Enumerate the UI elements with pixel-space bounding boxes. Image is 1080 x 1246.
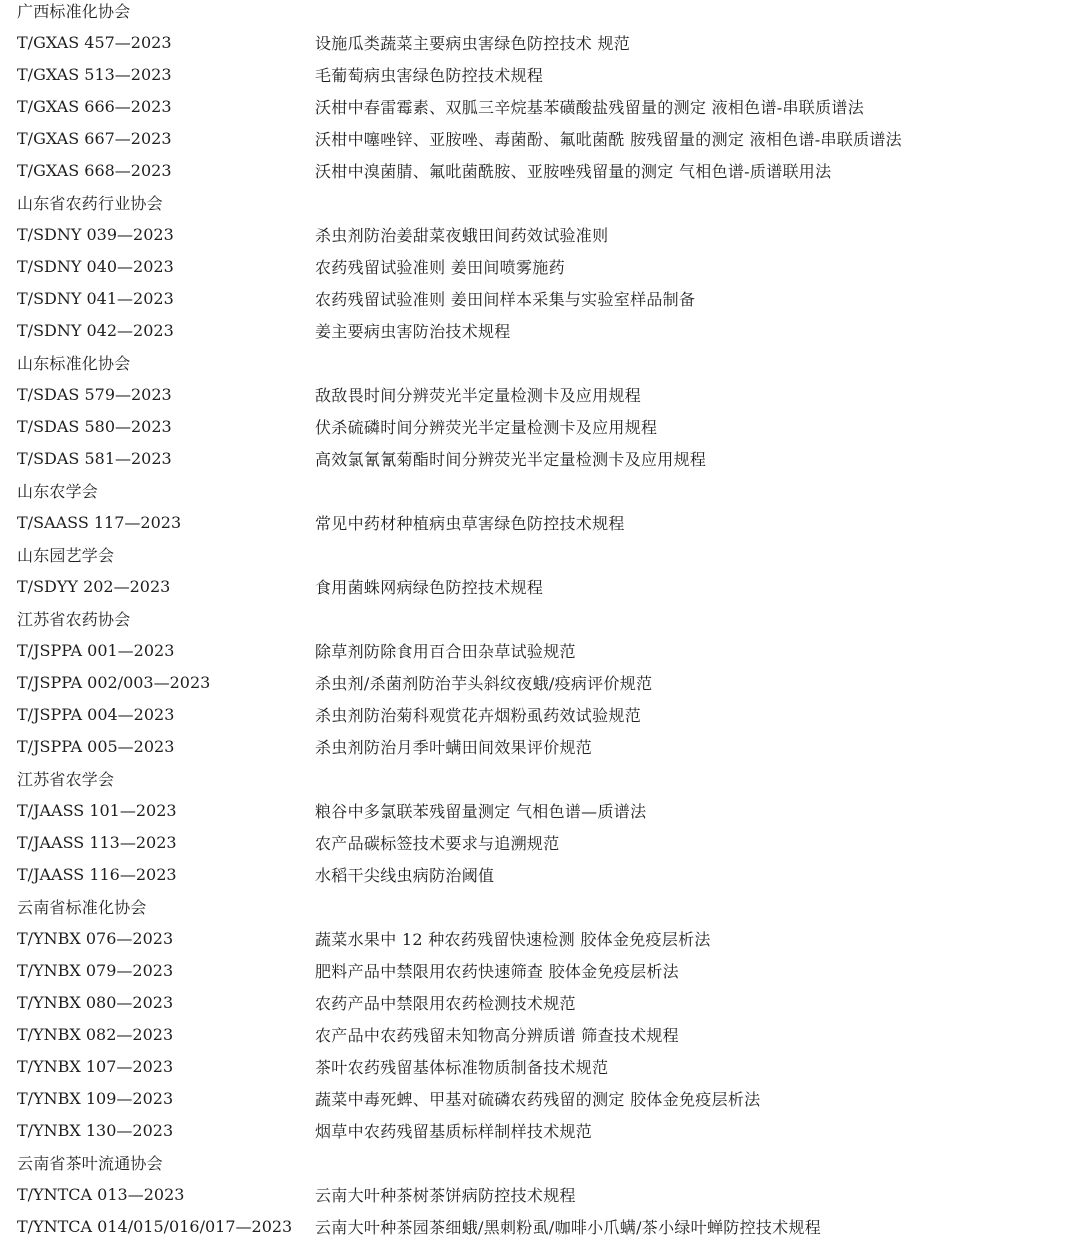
standard-row [17, 1018, 1067, 1050]
standard-row [17, 282, 1067, 314]
standard-row [17, 378, 1067, 410]
standard-code: T/GXAS 513—2023 [17, 64, 172, 84]
standard-code: T/JSPPA 005—2023 [17, 736, 175, 756]
standards-list [17, 0, 1067, 1242]
standard-row [17, 58, 1067, 90]
standard-title: 敌敌畏时间分辨荧光半定量检测卡及应用规程 [315, 385, 642, 405]
standard-row [17, 986, 1067, 1018]
association-heading: 山东标准化协会 [17, 353, 131, 373]
standard-row [17, 1178, 1067, 1210]
standard-row [17, 634, 1067, 666]
standard-row [17, 90, 1067, 122]
association-heading: 云南省茶叶流通协会 [17, 1153, 163, 1173]
standard-code: T/SDNY 039—2023 [17, 224, 174, 244]
standard-code: T/YNBX 130—2023 [17, 1120, 174, 1140]
association-heading: 江苏省农学会 [17, 769, 115, 789]
standard-code: T/SDAS 580—2023 [17, 416, 172, 436]
association-heading: 山东园艺学会 [17, 545, 115, 565]
standard-row [17, 1050, 1067, 1082]
standard-title: 杀虫剂/杀菌剂防治芋头斜纹夜蛾/疫病评价规范 [315, 673, 653, 693]
association-heading: 山东农学会 [17, 481, 99, 501]
standard-row [17, 250, 1067, 282]
standard-row [17, 698, 1067, 730]
standard-code: T/YNBX 107—2023 [17, 1056, 174, 1076]
standard-row [17, 570, 1067, 602]
standard-title: 杀虫剂防治月季叶螨田间效果评价规范 [315, 737, 593, 757]
standard-title: 沃柑中春雷霉素、双胍三辛烷基苯磺酸盐残留量的测定 液相色谱-串联质谱法 [315, 97, 864, 117]
standard-title: 高效氯氰氰菊酯时间分辨荧光半定量检测卡及应用规程 [315, 449, 707, 469]
standard-row [17, 410, 1067, 442]
standard-code: T/JAASS 113—2023 [17, 832, 177, 852]
standard-title: 杀虫剂防治菊科观赏花卉烟粉虱药效试验规范 [315, 705, 642, 725]
standard-code: T/GXAS 667—2023 [17, 128, 172, 148]
standard-code: T/SDAS 581—2023 [17, 448, 172, 468]
standard-code: T/GXAS 457—2023 [17, 32, 172, 52]
standard-row [17, 506, 1067, 538]
standard-title: 沃柑中噻唑锌、亚胺唑、毒菌酚、氟吡菌酰 胺残留量的测定 液相色谱-串联质谱法 [315, 129, 902, 149]
standard-row [17, 826, 1067, 858]
standard-row [17, 154, 1067, 186]
standard-title: 蔬菜水果中 12 种农药残留快速检测 胶体金免疫层析法 [315, 929, 711, 949]
standard-code: T/JAASS 101—2023 [17, 800, 177, 820]
standard-title: 水稻干尖线虫病防治阈值 [315, 865, 495, 885]
standard-code: T/YNBX 079—2023 [17, 960, 174, 980]
association-heading: 山东省农药行业协会 [17, 193, 163, 213]
standard-code: T/JSPPA 002/003—2023 [17, 672, 211, 692]
standard-code: T/SDNY 040—2023 [17, 256, 174, 276]
standard-code: T/GXAS 668—2023 [17, 160, 172, 180]
standard-row [17, 1082, 1067, 1114]
standard-title: 常见中药材种植病虫草害绿色防控技术规程 [315, 513, 625, 533]
standard-code: T/YNTCA 013—2023 [17, 1184, 185, 1204]
standard-row [17, 666, 1067, 698]
standard-code: T/YNBX 109—2023 [17, 1088, 174, 1108]
standard-row [17, 122, 1067, 154]
standard-code: T/SDAS 579—2023 [17, 384, 172, 404]
standard-code: T/YNBX 076—2023 [17, 928, 174, 948]
standard-title: 农产品碳标签技术要求与追溯规范 [315, 833, 560, 853]
standard-code: T/JAASS 116—2023 [17, 864, 177, 884]
standard-code: T/YNBX 082—2023 [17, 1024, 174, 1044]
standard-row [17, 1114, 1067, 1146]
standard-title: 除草剂防除食用百合田杂草试验规范 [315, 641, 576, 661]
standard-code: T/JSPPA 004—2023 [17, 704, 175, 724]
standard-title: 粮谷中多氯联苯残留量测定 气相色谱—质谱法 [315, 801, 647, 821]
standard-row [17, 314, 1067, 346]
standard-code: T/SAASS 117—2023 [17, 512, 182, 532]
standard-title: 烟草中农药残留基质标样制样技术规范 [315, 1121, 593, 1141]
standard-title: 设施瓜类蔬菜主要病虫害绿色防控技术 规范 [315, 33, 631, 53]
standard-title: 肥料产品中禁限用农药快速筛查 胶体金免疫层析法 [315, 961, 679, 981]
standard-title: 伏杀硫磷时间分辨荧光半定量检测卡及应用规程 [315, 417, 658, 437]
standard-row [17, 858, 1067, 890]
standard-code: T/SDNY 042—2023 [17, 320, 174, 340]
standard-title: 蔬菜中毒死蜱、甲基对硫磷农药残留的测定 胶体金免疫层析法 [315, 1089, 761, 1109]
standard-title: 茶叶农药残留基体标准物质制备技术规范 [315, 1057, 609, 1077]
standard-row [17, 922, 1067, 954]
standard-title: 沃柑中溴菌腈、氟吡菌酰胺、亚胺唑残留量的测定 气相色谱-质谱联用法 [315, 161, 832, 181]
standard-title: 毛葡萄病虫害绿色防控技术规程 [315, 65, 544, 85]
standard-row [17, 954, 1067, 986]
standard-title: 杀虫剂防治姜甜菜夜蛾田间药效试验准则 [315, 225, 609, 245]
standard-row [17, 218, 1067, 250]
standard-title: 云南大叶种茶树茶饼病防控技术规程 [315, 1185, 576, 1205]
standard-code: T/YNBX 080—2023 [17, 992, 174, 1012]
standard-row [17, 794, 1067, 826]
standard-row [17, 730, 1067, 762]
standard-row [17, 442, 1067, 474]
standard-title: 农药残留试验准则 姜田间喷雾施药 [315, 257, 565, 277]
association-heading: 江苏省农药协会 [17, 609, 131, 629]
standard-row [17, 1210, 1067, 1242]
standard-title: 农药残留试验准则 姜田间样本采集与实验室样品制备 [315, 289, 696, 309]
standard-code: T/SDYY 202—2023 [17, 576, 171, 596]
standard-title: 农产品中农药残留未知物高分辨质谱 筛查技术规程 [315, 1025, 679, 1045]
standard-title: 姜主要病虫害防治技术规程 [315, 321, 511, 341]
standard-title: 云南大叶种茶园茶细蛾/黑刺粉虱/咖啡小爪螨/茶小绿叶蝉防控技术规程 [315, 1217, 822, 1237]
standard-code: T/GXAS 666—2023 [17, 96, 172, 116]
standard-title: 农药产品中禁限用农药检测技术规范 [315, 993, 576, 1013]
association-heading: 云南省标准化协会 [17, 897, 147, 917]
standard-title: 食用菌蛛网病绿色防控技术规程 [315, 577, 544, 597]
standard-code: T/SDNY 041—2023 [17, 288, 174, 308]
standard-row [17, 26, 1067, 58]
standard-code: T/JSPPA 001—2023 [17, 640, 175, 660]
standard-code: T/YNTCA 014/015/016/017—2023 [17, 1216, 293, 1236]
association-heading: 广西标准化协会 [17, 1, 131, 21]
